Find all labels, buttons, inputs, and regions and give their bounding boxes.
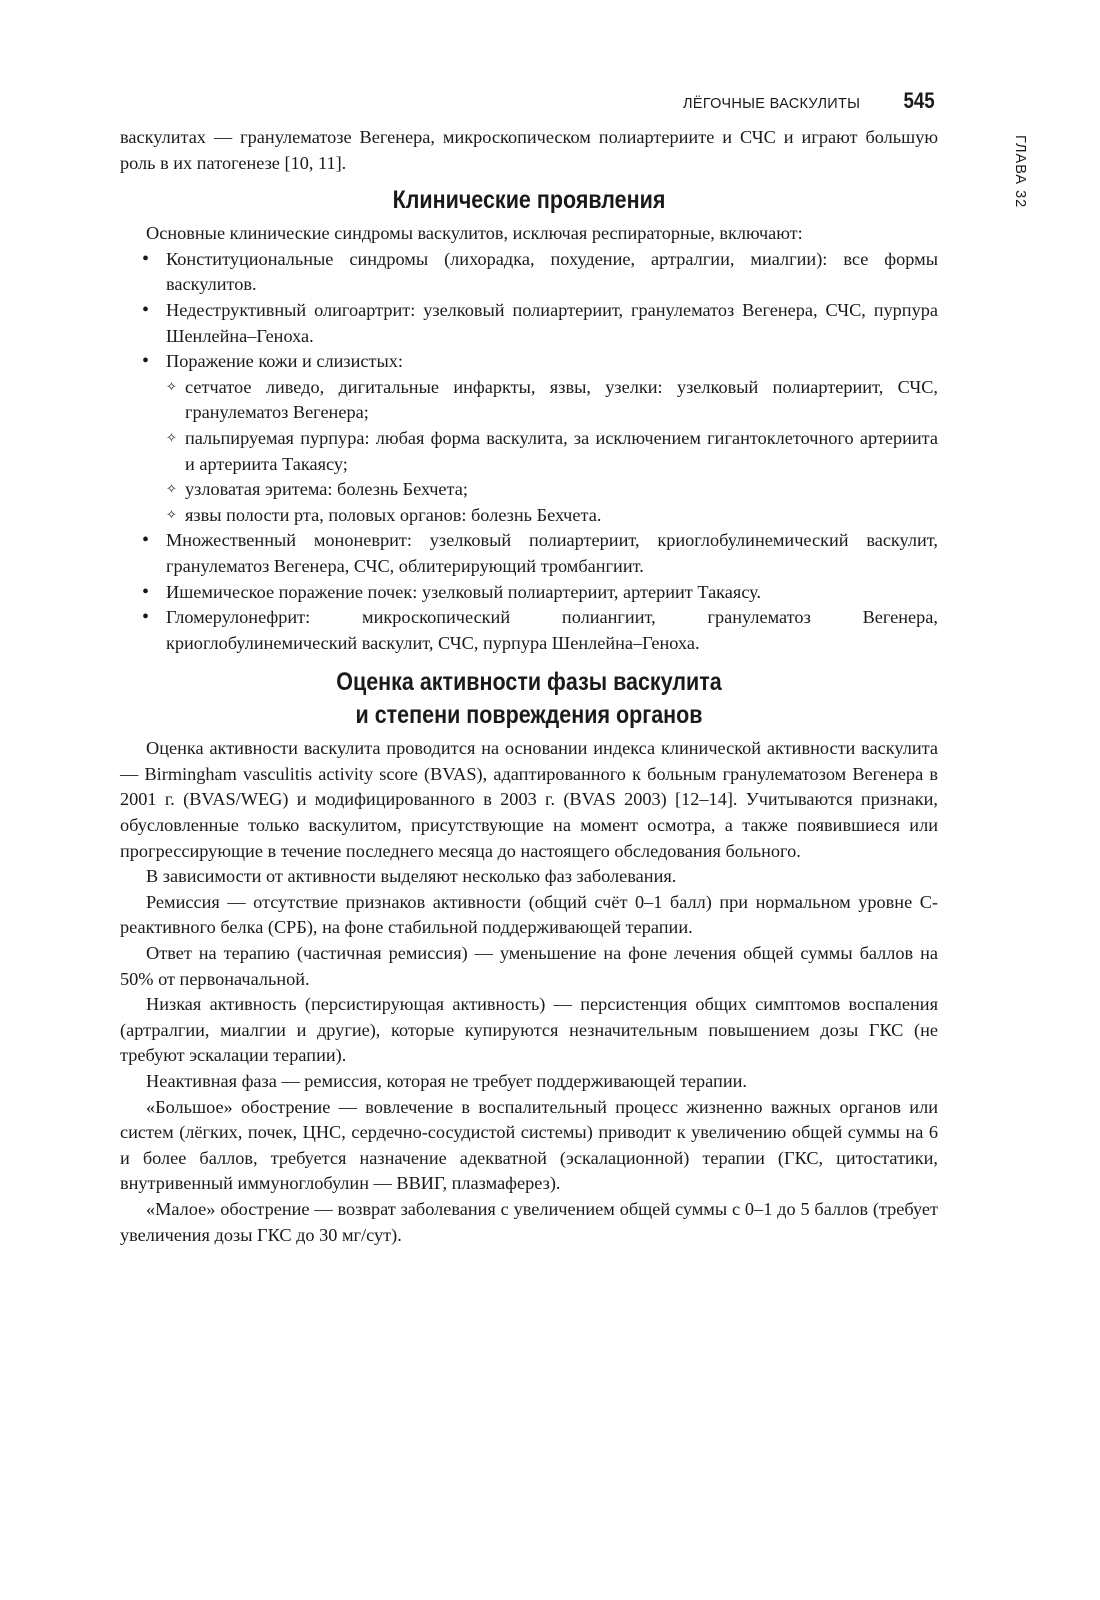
body-paragraph: «Большое» обострение — вовлечение в воспалительный процесс жизненно важных органов или систем (лёгких, почек, ЦНС, сердечно-сосудистой системы) приводит к увеличению общей суммы на 6 и более баллов, требуется назначение адекватной (эскалационной) терапии (ГКС, цитостатики, внутривенный иммуноглобулин — ВВИГ, плазмаферез). bbox=[120, 1096, 938, 1194]
sub-list-item: ✧ пальпируемая пурпура: любая форма васкулита, за исключением гигантоклеточного артериита и артериита Такаясу; bbox=[166, 426, 938, 477]
list-item: • Конституциональные синдромы (лихорадка, похудение, артралгии, миалгии): все формы васкулитов. bbox=[120, 247, 938, 298]
skin-sublist bbox=[166, 375, 938, 529]
list-item: • Множественный мононеврит: узелковый полиартериит, криоглобулинемический васкулит, гранулематоз Вегенера, СЧС, облитерирующий тромбангиит. bbox=[120, 528, 938, 579]
page-body bbox=[120, 125, 938, 1248]
running-title: ЛЁГОЧНЫЕ ВАСКУЛИТЫ bbox=[683, 96, 861, 112]
body-paragraph: В зависимости от активности выделяют несколько фаз заболевания. bbox=[146, 866, 677, 887]
section-heading-activity bbox=[177, 666, 880, 732]
sub-list-item: ✧ узловатая эритема: болезнь Бехчета; bbox=[166, 477, 938, 503]
heading-line: Оценка активности фазы васкулита bbox=[336, 668, 722, 697]
body-paragraph: «Малое» обострение — возврат заболевания с увеличением общей суммы с 0–1 до 5 баллов (требует увеличения дозы ГКС до 30 мг/сут). bbox=[120, 1198, 938, 1245]
list-item: • Недеструктивный олигоартрит: узелковый полиартериит, гранулематоз Вегенера, СЧС, пурпура Шенлейна–Геноха. bbox=[120, 298, 938, 349]
page-number: 545 bbox=[903, 88, 935, 113]
list-item: • Ишемическое поражение почек: узелковый полиартериит, артериит Такаясу. bbox=[120, 580, 938, 606]
body-paragraph: Низкая активность (персистирующая активность) — персистенция общих симптомов воспаления (артралгии, миалгии и другие), которые купируются незначительным повышением дозы ГКС (не требуют эскалации терапии). bbox=[120, 994, 938, 1066]
section-heading-clinical: Клинические проявления bbox=[392, 186, 666, 215]
body-paragraph: Ремиссия — отсутствие признаков активности (общий счёт 0–1 балл) при нормальном уровне С-реактивного белка (СРБ), на фоне стабильной поддерживающей терапии. bbox=[120, 891, 938, 938]
sub-list-item: ✧ язвы полости рта, половых органов: болезнь Бехчета. bbox=[166, 503, 938, 529]
list-item bbox=[120, 349, 938, 528]
body-paragraph: Неактивная фаза — ремиссия, которая не требует поддерживающей терапии. bbox=[146, 1071, 747, 1091]
sub-list-item: ✧ сетчатое ливедо, дигитальные инфаркты, язвы, узелки: узелковый полиартериит, СЧС, гранулематоз Вегенера; bbox=[166, 375, 938, 426]
list-item-label: Поражение кожи и слизистых: bbox=[166, 351, 403, 372]
body-paragraph: Оценка активности васкулита проводится на основании индекса клинической активности васкулита — Birmingham vasculitis activity score (BVAS), адаптированного к больным гранулематозом Вегенера в 2001 г. (BVAS/WEG) и модифицированного в 2003 г. (BVAS 2003) [12–14]. Учитываются признаки, обусловленные только васкулитом, присутствующие на момент осмотра, а также появившиеся или прогрессирующие в течение последнего месяца до настоящего обследования больного. bbox=[120, 738, 938, 861]
body-paragraph: Ответ на терапию (частичная ремиссия) — уменьшение на фоне лечения общей суммы баллов на 50% от первоначальной. bbox=[120, 943, 938, 989]
section-lead-paragraph: Основные клинические синдромы васкулитов, исключая респираторные, включают: bbox=[146, 223, 803, 244]
heading-line: и степени повреждения органов bbox=[355, 701, 703, 730]
running-header bbox=[683, 88, 935, 114]
chapter-tab: ГЛАВА 32 bbox=[1012, 135, 1028, 209]
list-item: • Гломерулонефрит: микроскопический полиангиит, гранулематоз Вегенера, криоглобулинемический васкулит, СЧС, пурпура Шенлейна–Геноха. bbox=[120, 605, 938, 656]
syndrome-list bbox=[120, 247, 938, 657]
intro-paragraph: васкулитах — гранулематозе Вегенера, микроскопическом полиартериите и СЧС и играют большую роль в их патогенезе [10, 11]. bbox=[120, 127, 938, 173]
